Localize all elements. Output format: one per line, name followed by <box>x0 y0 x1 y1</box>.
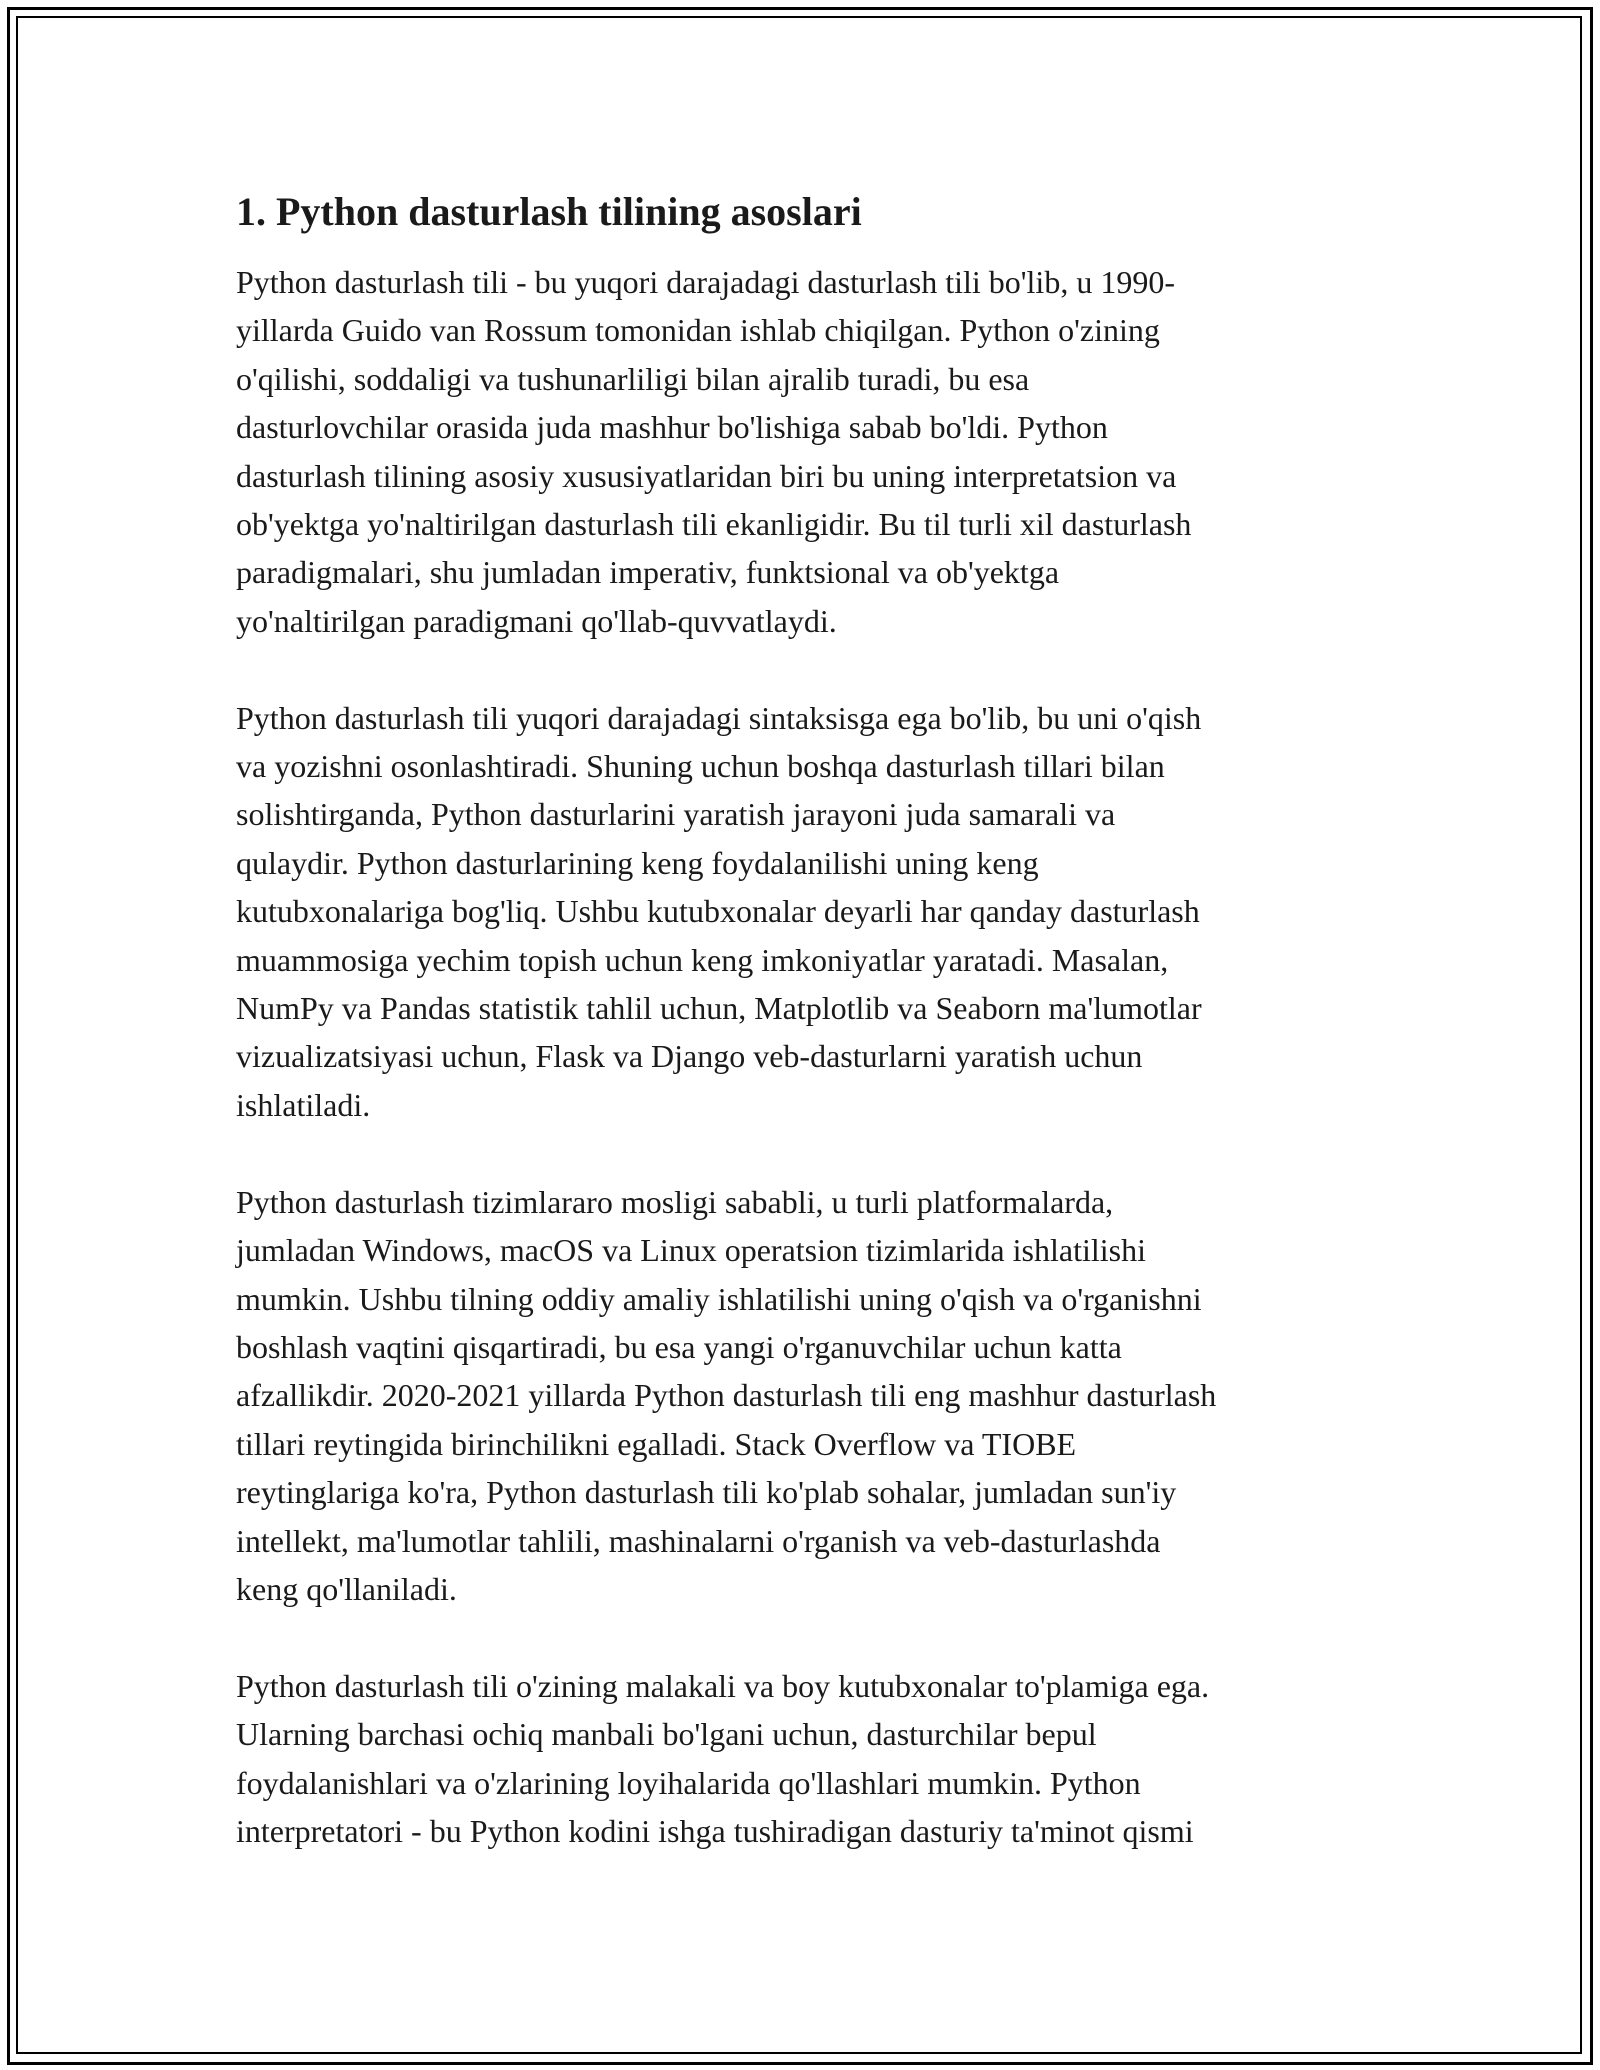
paragraph-line: yo'naltirilgan paradigmani qo'llab-quvvatlaydi. <box>236 602 837 639</box>
paragraph-line: vizualizatsiyasi uchun, Flask va Django veb-dasturlarni yaratish uchun <box>236 1038 1143 1075</box>
paragraph-line: solishtirganda, Python dasturlarini yaratish jarayoni juda samarali va <box>236 796 1116 833</box>
paragraph-line: afzallikdir. 2020-2021 yillarda Python dasturlash tili eng mashhur dasturlash <box>236 1377 1217 1414</box>
paragraph-line: o'qilishi, soddaligi va tushunarliligi bilan ajralib turadi, bu esa <box>236 360 1030 397</box>
paragraph-line: interpretatori - bu Python kodini ishga tushiradigan dasturiy ta'minot qismi <box>236 1812 1194 1849</box>
paragraph-line: NumPy va Pandas statistik tahlil uchun, Matplotlib va Seaborn ma'lumotlar <box>236 990 1202 1027</box>
paragraph-line: ob'yektga yo'naltirilgan dasturlash tili ekanligidir. Bu til turli xil dasturlash <box>236 506 1192 543</box>
paragraph-line: boshlash vaqtini qisqartiradi, bu esa yangi o'rganuvchilar uchun katta <box>236 1328 1122 1365</box>
paragraph-line: qulaydir. Python dasturlarining keng foydalanilishi uning keng <box>236 844 1039 881</box>
paragraph-line: kutubxonalariga bog'liq. Ushbu kutubxonalar deyarli har qanday dasturlash <box>236 893 1200 930</box>
document-body <box>236 186 1366 1904</box>
paragraph-line: mumkin. Ushbu tilning oddiy amaliy ishlatilishi uning o'qish va o'rganishni <box>236 1280 1202 1317</box>
paragraph <box>236 694 1366 1130</box>
paragraph-line: tillari reytingida birinchilikni egalladi. Stack Overflow va TIOBE <box>236 1425 1077 1462</box>
paragraph-line: reytinglariga ko'ra, Python dasturlash tili ko'plab sohalar, jumladan sun'iy <box>236 1474 1177 1511</box>
paragraph-line: keng qo'llaniladi. <box>236 1570 457 1607</box>
paragraph-line: dasturlovchilar orasida juda mashhur bo'lishiga sabab bo'ldi. Python <box>236 409 1108 446</box>
paragraph <box>236 1662 1366 1856</box>
paragraph-line: Python dasturlash tili - bu yuqori darajadagi dasturlash tili bo'lib, u 1990- <box>236 264 1175 300</box>
paragraph-line: Python dasturlash tili o'zining malakali va boy kutubxonalar to'plamiga ega. <box>236 1667 1210 1704</box>
paragraph <box>236 1178 1366 1614</box>
paragraph-line: intellekt, ma'lumotlar tahlili, mashinalarni o'rganish va veb-dasturlashda <box>236 1522 1161 1559</box>
paragraph-line: jumladan Windows, macOS va Linux operatsion tizimlarida ishlatilishi <box>236 1232 1146 1269</box>
paragraph <box>236 258 1366 645</box>
section-heading: 1. Python dasturlash tilining asoslari <box>236 189 862 234</box>
paragraph-line: Python dasturlash tili yuqori darajadagi sintaksisga ega bo'lib, bu uni o'qish <box>236 699 1202 736</box>
paragraph-line: foydalanishlari va o'zlarining loyihalarida qo'llashlari mumkin. Python <box>236 1764 1141 1801</box>
paragraph-line: ishlatiladi. <box>236 1086 371 1123</box>
paragraph-line: Ularning barchasi ochiq manbali bo'lgani uchun, dasturchilar bepul <box>236 1716 1097 1753</box>
paragraph-line: muammosiga yechim topish uchun keng imkoniyatlar yaratadi. Masalan, <box>236 941 1169 978</box>
paragraph-line: paradigmalari, shu jumladan imperativ, funktsional va ob'yektga <box>236 554 1060 591</box>
paragraph-line: Python dasturlash tizimlararo mosligi sababli, u turli platformalarda, <box>236 1183 1114 1220</box>
paragraph-line: va yozishni osonlashtiradi. Shuning uchun boshqa dasturlash tillari bilan <box>236 748 1165 785</box>
paragraph-line: yillarda Guido van Rossum tomonidan ishlab chiqilgan. Python o'zining <box>236 312 1160 349</box>
paragraph-line: dasturlash tilining asosiy xususiyatlaridan biri bu uning interpretatsion va <box>236 457 1177 494</box>
paragraph-list <box>236 258 1366 1855</box>
